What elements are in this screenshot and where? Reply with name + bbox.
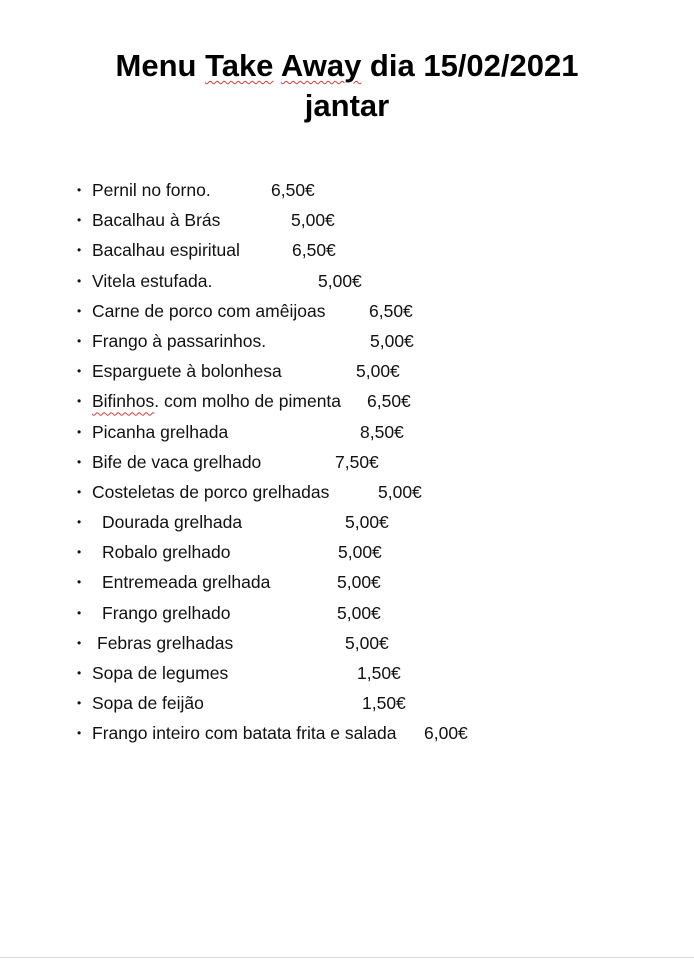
- dish-name: Esparguete à bolonhesa: [92, 361, 282, 382]
- dish-price: 5,00€: [345, 512, 389, 533]
- dish-price: 1,50€: [357, 663, 401, 683]
- bullet-icon: •: [77, 243, 82, 258]
- list-item: [0, 175, 694, 205]
- dish-name: Sopa de legumes: [92, 663, 229, 683]
- list-item: [0, 417, 694, 447]
- bullet-icon: •: [77, 726, 82, 741]
- dish-price: 5,00€: [318, 270, 362, 291]
- list-item: [0, 356, 694, 386]
- bullet-icon: •: [77, 213, 82, 228]
- dish-price: 5,00€: [345, 632, 389, 653]
- list-item: [0, 386, 694, 416]
- dish-name: Bacalhau espiritual: [92, 240, 240, 261]
- title-line-1: [0, 46, 694, 86]
- dish-name: Bacalhau à Brás: [92, 210, 221, 231]
- dish-price: 1,50€: [362, 693, 406, 714]
- dish-price: 5,00€: [291, 210, 335, 231]
- list-item: [0, 718, 694, 748]
- dish-price: 5,00€: [337, 572, 381, 593]
- list-item: [0, 296, 694, 326]
- list-item: [0, 266, 694, 296]
- dish-price: 5,00€: [370, 330, 414, 351]
- list-item: [0, 688, 694, 718]
- list-item: [0, 235, 694, 265]
- title-take-word: Take: [205, 48, 274, 83]
- bullet-icon: •: [77, 424, 82, 439]
- bullet-icon: •: [77, 394, 82, 409]
- bullet-icon: •: [77, 484, 82, 499]
- title-date: dia 15/02/2021: [361, 48, 579, 83]
- title-line-2: jantar: [304, 88, 390, 123]
- title-menu-word: Menu: [115, 48, 206, 83]
- page-title: [0, 46, 694, 126]
- list-item: [0, 447, 694, 477]
- dish-price: 5,00€: [356, 361, 400, 382]
- dish-price: 5,00€: [378, 481, 422, 502]
- dish-name: Frango grelhado: [102, 602, 231, 623]
- dish-name: Sopa de feijão: [92, 693, 204, 714]
- list-item: [0, 658, 694, 688]
- list-item: [0, 537, 694, 567]
- title-space: [273, 48, 280, 83]
- dish-name: Dourada grelhada: [102, 512, 243, 533]
- page-bottom-divider: [0, 957, 694, 958]
- dish-price: 6,50€: [369, 300, 413, 321]
- bullet-icon: •: [77, 575, 82, 590]
- dish-price: 7,50€: [335, 451, 379, 472]
- dish-name: Entremeada grelhada: [102, 572, 271, 593]
- bullet-icon: •: [77, 273, 82, 288]
- dish-price: 6,50€: [367, 391, 411, 412]
- bullet-icon: •: [77, 454, 82, 469]
- dish-name: [92, 386, 341, 416]
- list-item: [0, 205, 694, 235]
- bullet-icon: •: [77, 515, 82, 530]
- dish-price: 5,00€: [338, 542, 382, 563]
- list-item: [0, 628, 694, 658]
- dish-name: Frango à passarinhos.: [92, 330, 267, 351]
- dish-price: 8,50€: [360, 421, 404, 442]
- bullet-icon: •: [77, 364, 82, 379]
- bullet-icon: •: [77, 635, 82, 650]
- dish-price: 5,00€: [337, 602, 381, 623]
- dish-price: 6,50€: [292, 240, 336, 261]
- dish-name: Costeletas de porco grelhadas: [92, 481, 330, 502]
- dish-name: Vitela estufada.: [92, 270, 213, 291]
- title-away-word: Away: [280, 48, 362, 83]
- bullet-icon: •: [77, 605, 82, 620]
- dish-name-misspelled-word: Bifinhos: [92, 391, 155, 412]
- bullet-icon: •: [77, 183, 82, 197]
- list-item: [0, 507, 694, 537]
- dish-name: Carne de porco com amêijoas: [92, 300, 326, 321]
- bullet-icon: •: [77, 666, 82, 680]
- bullet-icon: •: [77, 303, 82, 318]
- bullet-icon: •: [77, 696, 82, 711]
- dish-name: Frango inteiro com batata frita e salada: [92, 723, 397, 744]
- dish-price: 6,00€: [424, 723, 468, 744]
- dish-name: Pernil no forno.: [92, 180, 211, 200]
- list-item: [0, 567, 694, 597]
- list-item: [0, 598, 694, 628]
- dish-price: 6,50€: [271, 180, 315, 200]
- dish-name: Picanha grelhada: [92, 421, 229, 442]
- bullet-icon: •: [77, 333, 82, 348]
- list-item: [0, 477, 694, 507]
- dish-name-rest: . com molho de pimenta: [154, 391, 342, 412]
- dish-name: Bife de vaca grelhado: [92, 451, 262, 472]
- bullet-icon: •: [77, 545, 82, 560]
- menu-list: [0, 175, 694, 749]
- dish-name: Febras grelhadas: [97, 632, 234, 653]
- dish-name: Robalo grelhado: [102, 542, 231, 563]
- list-item: [0, 326, 694, 356]
